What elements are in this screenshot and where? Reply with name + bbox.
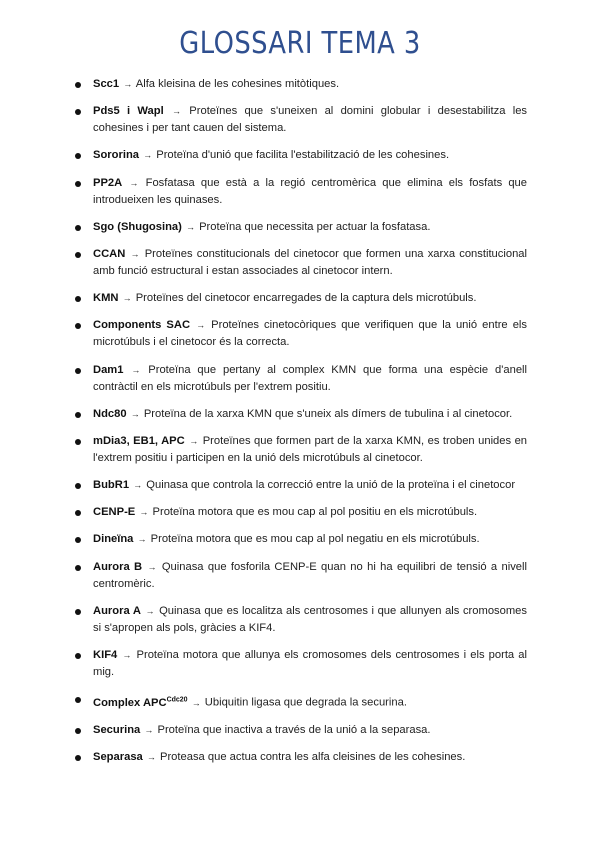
glossary-term-text: Components SAC: [93, 319, 191, 332]
glossary-entry: [0, 175, 600, 209]
arrow-right-icon: →: [129, 177, 139, 188]
glossary-entry: [0, 691, 600, 712]
glossary-definition: Fosfatasa que està a la regió centromèrica que elimina els fosfats que introdueixen les quinases.: [93, 176, 528, 206]
glossary-term-text: CENP-E: [93, 506, 136, 519]
glossary-entry: [0, 103, 600, 137]
glossary-definition: Proteïnes que formen part de la xarxa KMN, es troben unides en l'extrem positiu i participen en la unió dels microtúbuls al cinetocor.: [93, 434, 528, 464]
glossary-entry: [0, 647, 600, 681]
glossary-entry: [0, 246, 600, 280]
glossary-definition: Proteïna que necessita per actuar la fosfatasa.: [199, 220, 431, 233]
glossary-entry: [0, 290, 600, 307]
arrow-right-icon: →: [172, 106, 181, 117]
glossary-entry: [0, 477, 600, 494]
glossary-term: [93, 319, 190, 331]
glossary-entry: [0, 504, 600, 521]
glossary-term-text: Complex APC: [93, 696, 167, 709]
glossary-term-text: Separasa: [93, 751, 143, 764]
glossary-entry: [0, 76, 600, 93]
glossary-definition: Proteïna d'unió que facilita l'estabilització de les cohesines.: [156, 149, 450, 162]
arrow-right-icon: →: [185, 221, 195, 232]
glossary-term-text: Sgo (Shugosina): [93, 220, 182, 233]
glossary-term-text: Scc1: [93, 78, 120, 90]
glossary-definition: Proteïna motora que es mou cap al pol positiu en els microtúbuls.: [152, 506, 478, 519]
arrow-right-icon: →: [196, 320, 206, 331]
glossary-definition: Proteïna que pertany al complex KMN que forma una espècie d'anell contràctil en els microtúbuls per l'extrem positiu.: [93, 363, 528, 393]
glossary-term: [93, 561, 142, 573]
glossary-term-text: PP2A: [93, 176, 123, 189]
glossary-term-text: Ndc80: [93, 407, 127, 420]
glossary-term-superscript: Cdc20: [166, 696, 188, 704]
glossary-entry: [0, 722, 600, 739]
arrow-right-icon: →: [130, 248, 140, 259]
glossary-term: [93, 506, 135, 518]
glossary-entry: [0, 559, 600, 593]
arrow-right-icon: →: [137, 534, 147, 545]
glossary-term-text: CCAN: [93, 247, 126, 260]
glossary-term-text: Aurora B: [93, 560, 143, 573]
glossary-term: [93, 105, 164, 117]
glossary-term: [93, 751, 143, 763]
glossary-term: [93, 149, 139, 161]
glossary-term: [93, 479, 129, 491]
glossary-definition: Quinasa que es localitza als centrosomes i que allunyen als cromosomes si s'apropen als pols, gràcies a KIF4.: [93, 604, 528, 634]
arrow-right-icon: →: [143, 150, 153, 161]
glossary-list: [0, 76, 600, 776]
glossary-term: [93, 649, 117, 661]
glossary-term-text: mDia3, EB1, APC: [93, 434, 185, 447]
glossary-term: [93, 605, 141, 617]
glossary-entry: [0, 531, 600, 548]
glossary-term-text: Dam1: [93, 363, 124, 376]
arrow-right-icon: →: [133, 480, 143, 491]
glossary-term-text: Aurora A: [93, 604, 141, 617]
glossary-entry: [0, 406, 600, 423]
arrow-right-icon: →: [139, 507, 149, 518]
glossary-term: [93, 177, 122, 189]
arrow-right-icon: →: [144, 725, 154, 736]
glossary-term-text: BubR1: [93, 479, 130, 492]
page-title: GLOSSARI TEMA 3: [179, 26, 421, 61]
glossary-definition: Proteïnes cinetocòriques que verifiquen que la unió entre els microtúbuls i el cinetocor és la correcta.: [93, 319, 527, 349]
glossary-entry: [0, 147, 600, 164]
glossary-term: [93, 78, 119, 90]
arrow-right-icon: →: [130, 408, 140, 419]
glossary-term: [93, 724, 140, 736]
glossary-term-text: Pds5 i Wapl: [93, 105, 164, 118]
glossary-term: [93, 533, 133, 545]
glossary-term-text: KMN: [93, 292, 119, 305]
glossary-entry: [0, 433, 600, 467]
arrow-right-icon: →: [131, 364, 141, 375]
glossary-definition: Alfa kleisina de les cohesines mitòtiques.: [135, 78, 340, 90]
arrow-right-icon: →: [191, 697, 201, 708]
arrow-right-icon: →: [123, 79, 133, 89]
glossary-definition: Ubiquitin ligasa que degrada la securina.: [204, 696, 407, 709]
glossary-definition: Proteïnes que s'uneixen al domini globular i desestabilitza les cohesines i per tant cauen del sistema.: [93, 105, 528, 135]
glossary-definition: Proteïna motora que es mou cap al pol negatiu en els microtúbuls.: [150, 533, 480, 546]
glossary-term: [93, 292, 118, 304]
glossary-entry: [0, 317, 600, 351]
glossary-entry: [0, 749, 600, 766]
glossary-term-text: Dineïna: [93, 533, 134, 546]
glossary-term-text: Sororina: [93, 149, 140, 162]
glossary-term: [93, 408, 127, 420]
glossary-term: [93, 697, 188, 709]
glossary-definition: Proteïna de la xarxa KMN que s'uneix als dímers de tubulina i al cinetocor.: [143, 407, 513, 420]
glossary-definition: Proteïna motora que allunya els cromosomes dels centrosomes i els porta al mig.: [93, 649, 527, 678]
arrow-right-icon: →: [147, 561, 157, 572]
glossary-definition: Proteïnes del cinetocor encarregades de la captura dels microtúbuls.: [135, 292, 477, 305]
glossary-term: [93, 248, 125, 260]
glossary-term-text: Securina: [93, 724, 141, 737]
arrow-right-icon: →: [146, 752, 156, 763]
arrow-right-icon: →: [122, 293, 132, 304]
glossary-definition: Proteïnes constitucionals del cinetocor que formen una xarxa constitucional amb funció estructural i estan associades al cinetocor intern.: [93, 247, 528, 277]
glossary-definition: Proteïna que inactiva a través de la unió a la separasa.: [157, 724, 431, 737]
glossary-term: [93, 221, 182, 233]
glossary-entry: [0, 603, 600, 637]
glossary-entry: [0, 362, 600, 396]
glossary-term: [93, 435, 185, 447]
arrow-right-icon: →: [145, 605, 155, 616]
glossary-definition: Quinasa que controla la correcció entre la unió de la proteïna i el cinetocor: [146, 479, 516, 492]
arrow-right-icon: →: [122, 650, 132, 660]
glossary-definition: Quinasa que fosforila CENP-E quan no hi ha equilibri de tensió a nivell centromèric.: [93, 560, 527, 590]
glossary-definition: Proteasa que actua contra les alfa cleisines de les cohesines.: [159, 751, 466, 764]
glossary-entry: [0, 219, 600, 236]
glossary-term-text: KIF4: [93, 649, 118, 661]
glossary-term: [93, 364, 123, 376]
arrow-right-icon: →: [189, 435, 199, 446]
